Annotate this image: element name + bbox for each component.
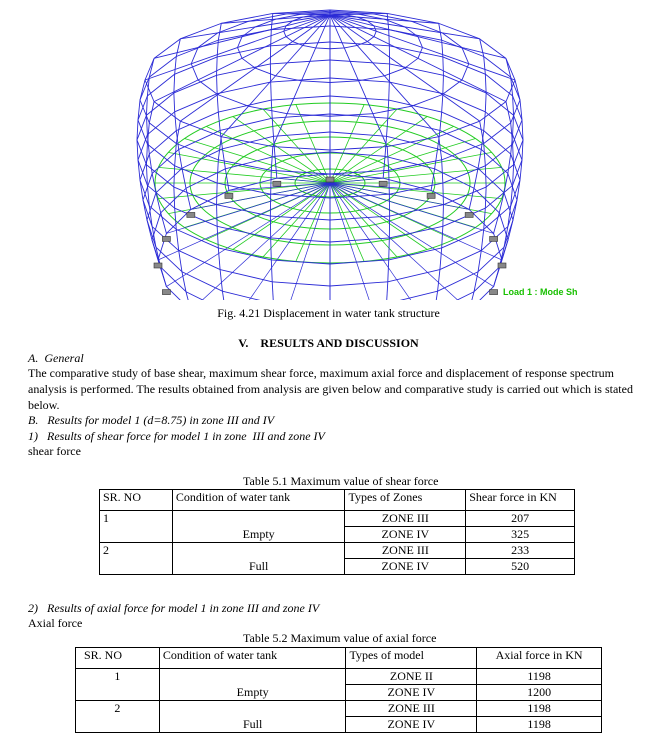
table-header-cell: Axial force in KN [477, 648, 602, 669]
table-cell-zone: ZONE II [346, 669, 477, 685]
subsection-b2-title: 2) Results of axial force for model 1 in zone III and zone IV [28, 601, 320, 615]
table-cell-zone: ZONE III [345, 543, 466, 559]
table-header-cell: Condition of water tank [172, 490, 345, 511]
table-row [76, 701, 602, 717]
figure-load-label: Load 1 : Mode Sh [503, 287, 578, 297]
table-cell-value: 1198 [477, 669, 602, 685]
table-cell-value: 520 [466, 559, 575, 575]
table-cell-sr: 2 [100, 543, 173, 575]
table-header-cell: SR. NO [76, 648, 160, 669]
table-row [100, 543, 575, 559]
table-cell-condition: Empty [172, 511, 345, 543]
table-header-cell: Types of Zones [345, 490, 466, 511]
subsection-b-title: B. Results for model 1 (d=8.75) in zone III and IV [28, 413, 275, 427]
table-cell-condition: Full [172, 543, 345, 575]
table-cell-zone: ZONE IV [345, 527, 466, 543]
subsection-a-title: A. General [28, 351, 84, 365]
table-cell-zone: ZONE III [346, 701, 477, 717]
table-header-cell: Types of model [346, 648, 477, 669]
table-header-row [100, 490, 575, 511]
shear-force-label: shear force [28, 444, 81, 458]
table-header-row [76, 648, 602, 669]
table-row [100, 511, 575, 527]
axial-force-table [75, 647, 602, 733]
table-cell-zone: ZONE IV [346, 717, 477, 733]
table-cell-sr: 1 [76, 669, 160, 701]
axial-force-label: Axial force [28, 616, 83, 630]
table-header-cell: SR. NO [100, 490, 173, 511]
table-cell-condition: Empty [159, 669, 346, 701]
water-tank-structure-figure [128, 0, 588, 300]
figure-caption: Fig. 4.21 Displacement in water tank structure [217, 306, 440, 320]
table-cell-sr: 1 [100, 511, 173, 543]
table-header-cell: Condition of water tank [159, 648, 346, 669]
table-cell-zone: ZONE III [345, 511, 466, 527]
shear-force-table [99, 489, 575, 575]
table-cell-zone: ZONE IV [346, 685, 477, 701]
table-header-cell: Shear force in KN [466, 490, 575, 511]
table-cell-value: 207 [466, 511, 575, 527]
table-row [76, 669, 602, 685]
table-cell-value: 1198 [477, 717, 602, 733]
table2-caption: Table 5.2 Maximum value of axial force [243, 631, 437, 645]
table-cell-condition: Full [159, 701, 346, 733]
subsection-b1-title: 1) Results of shear force for model 1 in zone III and zone IV [28, 429, 325, 443]
table-cell-value: 1200 [477, 685, 602, 701]
subsection-a-paragraph: The comparative study of base shear, maximum shear force, maximum axial force and displacement of response spectrum analysis is performed. The results obtained from analysis are given below and comparative study is carried out which is stated below. [28, 366, 633, 412]
section-heading: V. RESULTS AND DISCUSSION [238, 336, 419, 350]
table1-caption: Table 5.1 Maximum value of shear force [243, 474, 439, 488]
table-cell-zone: ZONE IV [345, 559, 466, 575]
table-cell-sr: 2 [76, 701, 160, 733]
table-cell-value: 1198 [477, 701, 602, 717]
table-cell-value: 325 [466, 527, 575, 543]
table-cell-value: 233 [466, 543, 575, 559]
